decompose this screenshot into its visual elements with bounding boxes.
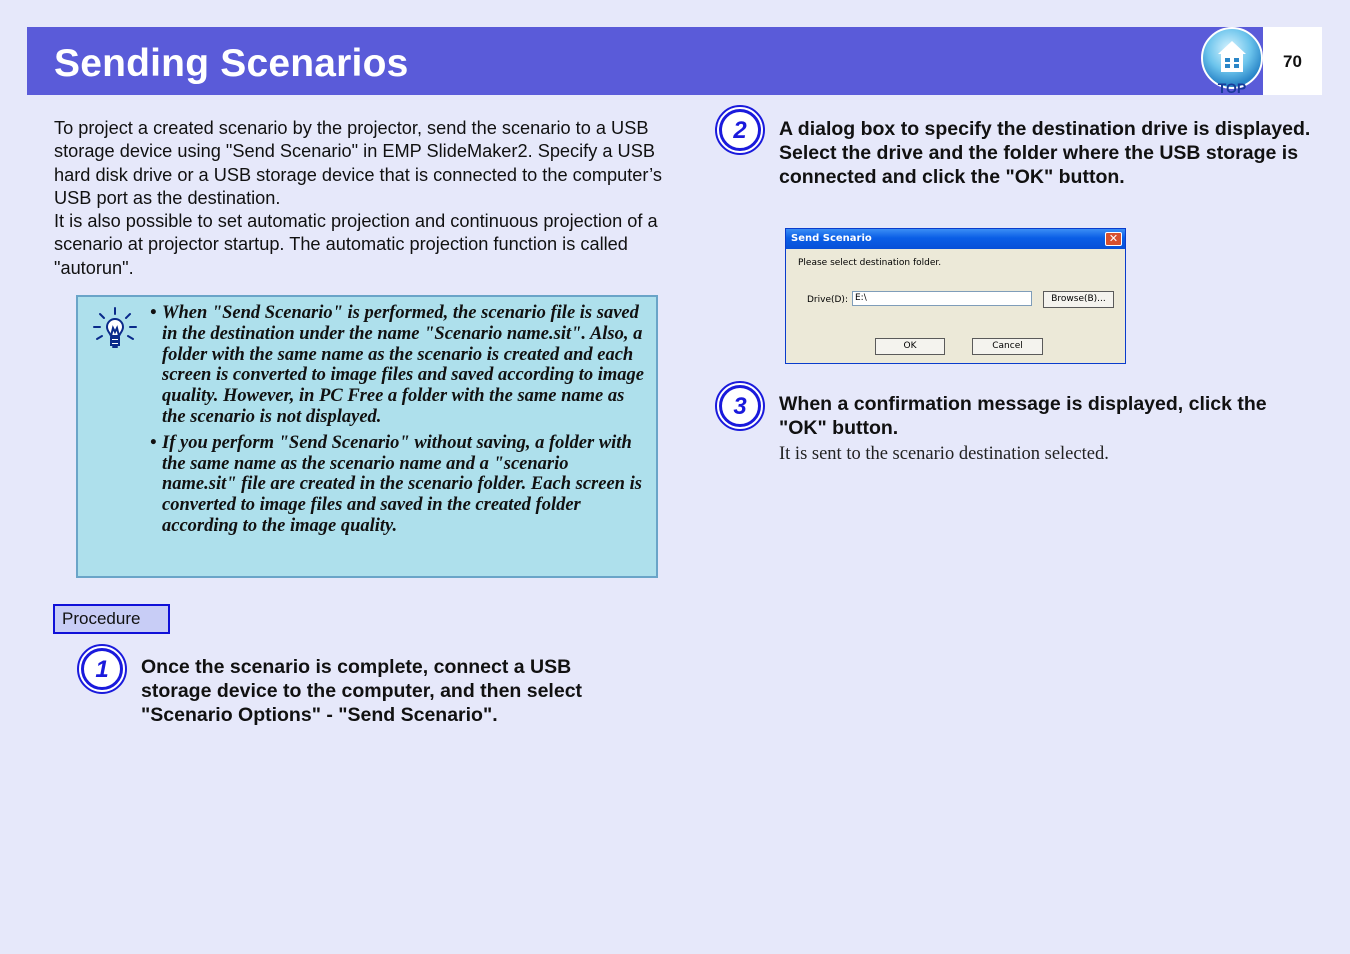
note-item-text: When "Send Scenario" is performed, the scenario file is saved in the destination under the name "Scenario name.sit". Also, a folder with the same name as the scenario is created and each screen is converted to image files and saved according to image quality. However, in PC Free a folder with the same name as the scenario is not displayed.	[162, 303, 644, 427]
top-label: TOP	[1217, 80, 1247, 96]
note-item-text: If you perform "Send Scenario" without saving, a folder with the same name as the scenario name and a "scenario name.sit" file are created in the scenario folder. Each screen is converted to image files and saved in the created folder according to the image quality.	[162, 432, 642, 536]
browse-button[interactable]: Browse(B)...	[1043, 291, 1114, 308]
step-number-badge	[76, 643, 128, 695]
page-number: 70	[1283, 52, 1302, 71]
dialog-prompt: Please select destination folder.	[798, 258, 942, 268]
page-title: Sending Scenarios	[54, 42, 409, 85]
close-icon[interactable]: ✕	[1105, 232, 1122, 246]
step-number-badge	[714, 104, 766, 156]
procedure-label: Procedure	[53, 604, 170, 634]
top-home-button[interactable]	[1200, 27, 1264, 97]
intro-paragraph: It is also possible to set automatic projection and continuous projection of a scenario at projector startup. The automatic projection function is called "autorun".	[54, 211, 658, 278]
bullet: •	[150, 432, 157, 453]
lightbulb-tip-icon	[92, 306, 138, 354]
drive-field[interactable]: E:\	[852, 291, 1032, 306]
step-number-badge	[714, 380, 766, 432]
note-item	[150, 433, 645, 537]
cancel-button[interactable]: Cancel	[972, 338, 1043, 355]
step-subtext: It is sent to the scenario destination selected.	[779, 444, 1109, 464]
send-scenario-dialog	[785, 228, 1126, 364]
step-number: 2	[733, 117, 747, 144]
dialog-title: Send Scenario	[791, 233, 872, 244]
step-text: When a confirmation message is displayed, click the "OK" button.	[779, 393, 1267, 439]
drive-label: Drive(D):	[807, 295, 848, 305]
step-text: A dialog box to specify the destination drive is displayed. Select the drive and the folder where the USB storage is connected and click the "OK" button.	[779, 118, 1311, 188]
ok-button[interactable]: OK	[875, 338, 945, 355]
note-list	[150, 303, 645, 542]
note-item	[150, 303, 645, 428]
dialog-titlebar	[786, 229, 1125, 249]
intro-text	[54, 117, 664, 280]
step-text: Once the scenario is complete, connect a USB storage device to the computer, and then select "Scenario Options" - "Send Scenario".	[141, 656, 583, 726]
step-number: 3	[733, 393, 747, 420]
intro-paragraph: To project a created scenario by the projector, send the scenario to a USB storage device using "Send Scenario" in EMP SlideMaker2. Specify a USB hard disk drive or a USB storage device that is connected to the computer’s USB port as the destination.	[54, 118, 662, 208]
step-number: 1	[95, 656, 109, 683]
bullet: •	[150, 303, 157, 323]
